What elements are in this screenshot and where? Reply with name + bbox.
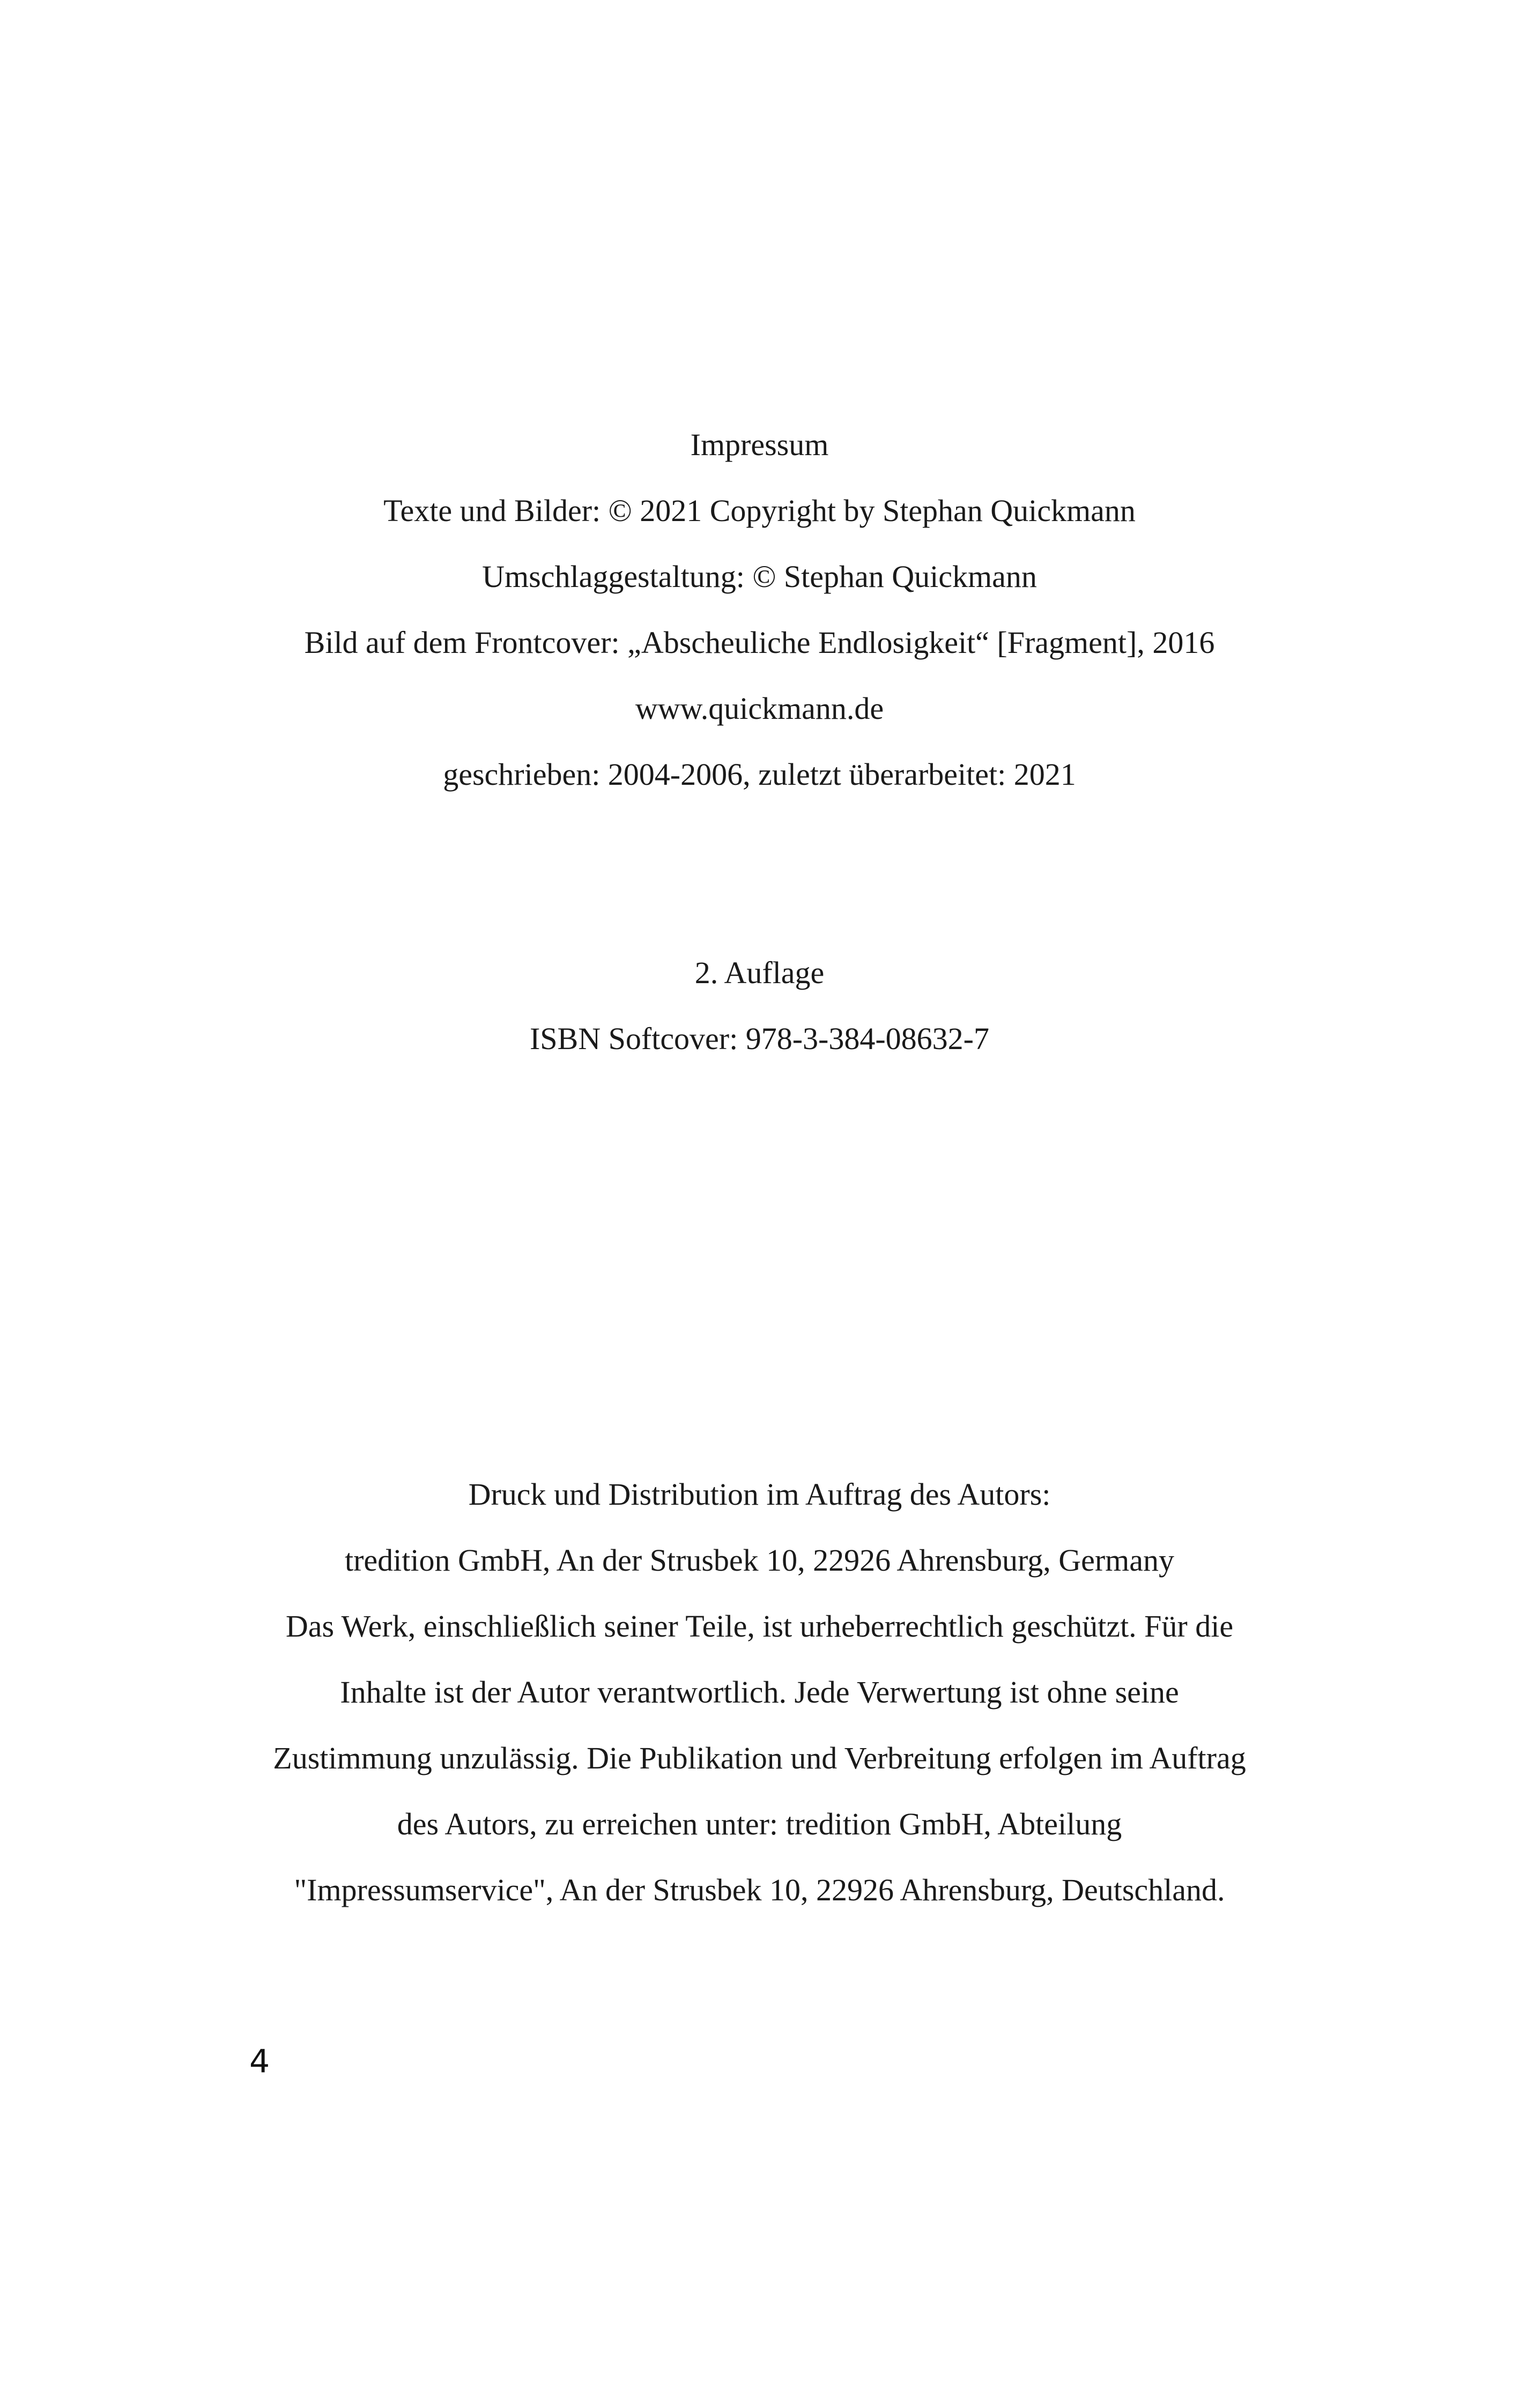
- distribution-line: Das Werk, einschließlich seiner Teile, ist urheberrechtlich geschützt. Für die: [285, 1609, 1234, 1644]
- distribution-line: Zustimmung unzulässig. Die Publikation und Verbreitung erfolgen im Auftrag: [273, 1741, 1246, 1775]
- website-line: www.quickmann.de: [635, 691, 884, 726]
- distribution-line: Inhalte ist der Autor verantwortlich. Jede Verwertung ist ohne seine: [340, 1675, 1179, 1710]
- impressum-heading: Impressum: [690, 427, 829, 462]
- front-cover-line: Bild auf dem Frontcover: „Abscheuliche Endlosigkeit“ [Fragment], 2016: [304, 625, 1215, 660]
- edition-line: 2. Auflage: [694, 955, 825, 990]
- distribution-line: "Impressumservice", An der Strusbek 10, 22926 Ahrensburg, Deutschland.: [294, 1872, 1225, 1907]
- copyright-line: Texte und Bilder: © 2021 Copyright by Stephan Quickmann: [383, 493, 1136, 528]
- distribution-line: des Autors, zu erreichen unter: tredition GmbH, Abteilung: [397, 1807, 1122, 1841]
- isbn-line: ISBN Softcover: 978-3-384-08632-7: [529, 1021, 989, 1056]
- cover-design-line: Umschlaggestaltung: © Stephan Quickmann: [482, 559, 1037, 594]
- written-line: geschrieben: 2004-2006, zuletzt überarbeitet: 2021: [443, 757, 1076, 792]
- distribution-line: tredition GmbH, An der Strusbek 10, 22926 Ahrensburg, Germany: [344, 1543, 1175, 1578]
- page-number: 4: [249, 2043, 270, 2080]
- distribution-line: Druck und Distribution im Auftrag des Autors:: [468, 1477, 1051, 1512]
